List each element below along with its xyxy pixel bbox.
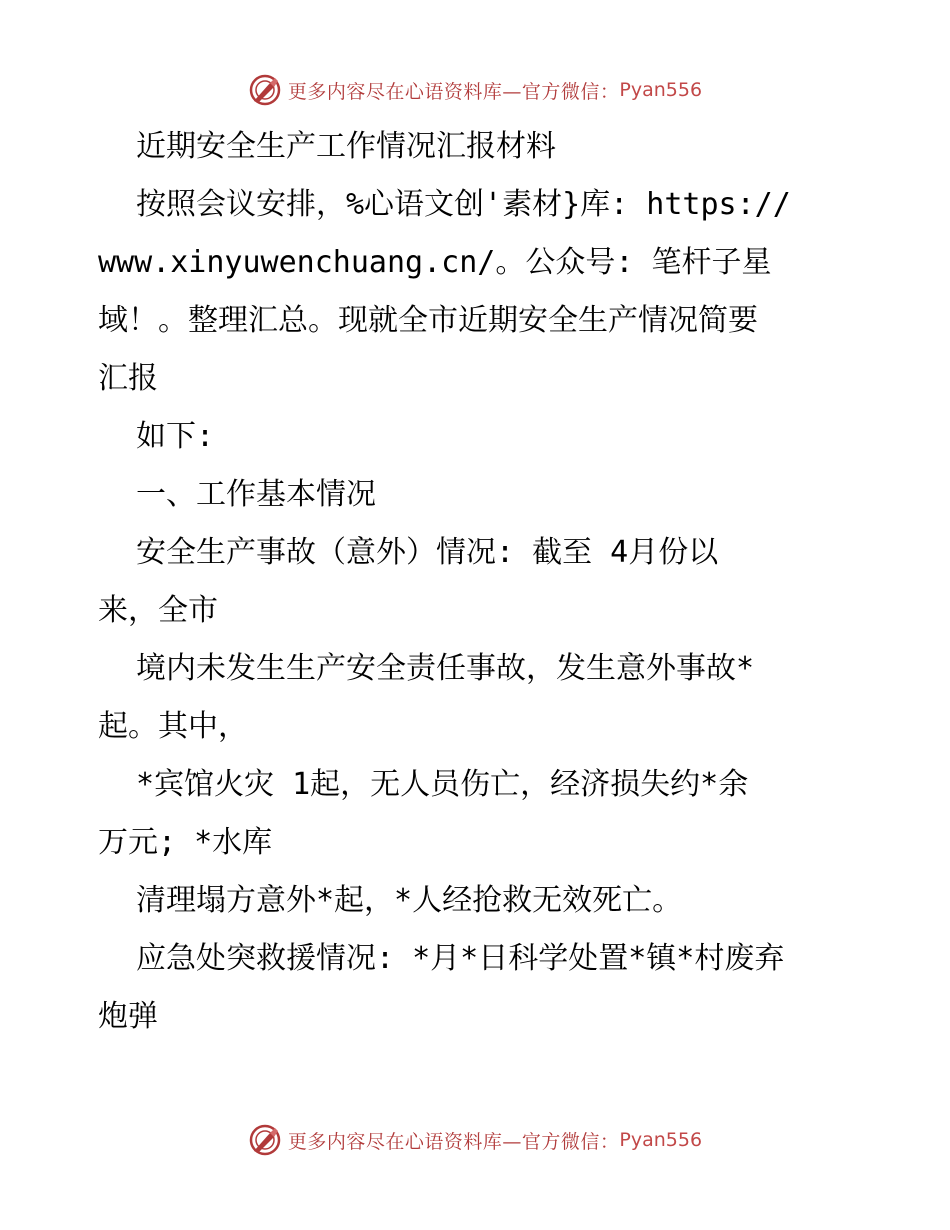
section-heading: 一、工作基本情况 xyxy=(136,477,376,512)
paragraph-line: 域！。整理汇总。现就全市近期安全生产情况简要 xyxy=(98,303,758,338)
banner-text: 更多内容尽在心语资料库—官方微信： xyxy=(287,1130,620,1153)
banner-text: 更多内容尽在心语资料库—官方微信： xyxy=(287,80,620,103)
pen-logo-icon xyxy=(248,73,282,107)
paragraph-line: 万元; *水库 xyxy=(98,825,273,860)
header-banner xyxy=(0,70,950,110)
paragraph-line: *宾馆火灾 1起，无人员伤亡，经济损失约*余 xyxy=(136,767,749,802)
footer-banner xyxy=(0,1120,950,1160)
paragraph-line: 如下: xyxy=(136,419,215,454)
paragraph-line: 境内未发生生产安全责任事故，发生意外事故* xyxy=(136,651,755,686)
banner-brand: Pyan556 xyxy=(619,79,703,101)
paragraph-line: 应急处突救援情况: *月*日科学处置*镇*村废弃 xyxy=(136,941,785,976)
paragraph-line: 汇报 xyxy=(98,361,158,396)
paragraph-line: www.xinyuwenchuang.cn/。公众号: 笔杆子星 xyxy=(98,245,772,280)
paragraph-line: 安全生产事故（意外）情况: 截至 4月份以 xyxy=(136,535,719,570)
paragraph-line: 来，全市 xyxy=(98,593,218,628)
paragraph-line: 按照会议安排，%心语文创'素材}库: https:// xyxy=(136,187,791,222)
doc-title: 近期安全生产工作情况汇报材料 xyxy=(136,129,556,164)
banner-brand: Pyan556 xyxy=(619,1129,703,1151)
document-body xyxy=(98,118,858,1046)
paragraph-line: 起。其中， xyxy=(98,709,248,744)
paragraph-line: 炮弹 xyxy=(98,999,158,1034)
paragraph-line: 清理塌方意外*起，*人经抢救无效死亡。 xyxy=(136,883,683,918)
pen-logo-icon xyxy=(248,1123,282,1157)
